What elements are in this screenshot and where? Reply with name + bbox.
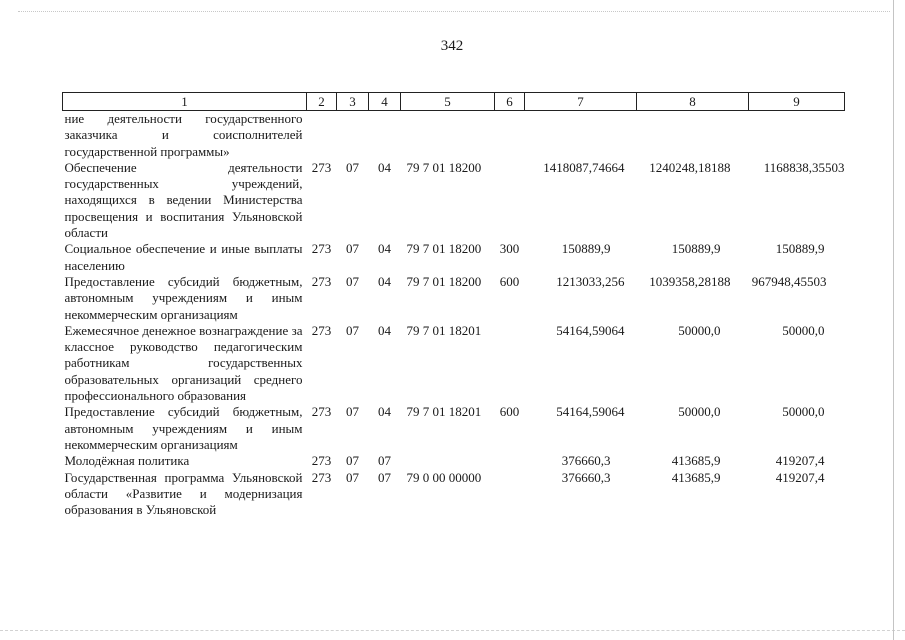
table-row [63, 404, 845, 453]
row-ministry-code: 273 [311, 404, 332, 420]
row-subsection-code [369, 111, 401, 160]
row-amount-col8: 413685,9 [671, 453, 721, 469]
row-amount-col8: 1240248,18188 [649, 159, 731, 175]
row-name: Социальное обеспечение и иные выплаты населению [64, 241, 303, 273]
header-col-2: 2 [307, 93, 337, 111]
row-name: Обеспечение деятельности государственных учреждений, находящихся в ведении Министерства просвещения и воспитания Ульяновской области [64, 159, 303, 241]
header-col-8: 8 [637, 93, 749, 111]
row-expense-type [495, 323, 525, 404]
row-amount-col8: 150889,9 [671, 241, 721, 257]
row-amount-col8: 413685,9 [671, 469, 721, 485]
row-target-code: 79 7 01 18200 [406, 273, 482, 289]
row-subsection-code: 07 [378, 453, 391, 469]
header-col-7: 7 [525, 93, 637, 111]
row-amount-col9: 1168838,35503 [763, 159, 845, 175]
row-target-code: 79 7 01 18200 [406, 159, 482, 175]
row-expense-type [495, 453, 525, 469]
row-expense-type: 600 [499, 273, 520, 289]
row-amount-col9: 967948,45503 [751, 273, 827, 289]
row-amount-col7: 1418087,74664 [543, 159, 625, 175]
row-target-code: 79 7 01 18201 [406, 322, 482, 338]
header-col-3: 3 [337, 93, 369, 111]
row-subsection-code: 04 [378, 241, 391, 257]
row-amount-col8: 50000,0 [678, 322, 721, 338]
row-expense-type: 300 [499, 241, 520, 257]
header-col-1: 1 [63, 93, 307, 111]
table-row [63, 453, 845, 469]
row-name: Молодёжная политика [64, 453, 190, 469]
table-row [63, 274, 845, 323]
row-name: Государственная программа Ульяновской области «Развитие и модернизация образования в Ульяновской [64, 469, 303, 518]
row-name: Предоставление субсидий бюджетным, автономным учреждениям и иным некоммерческим организациям [64, 404, 303, 452]
row-ministry-code [307, 111, 337, 160]
budget-table [62, 92, 845, 518]
table-row [63, 160, 845, 241]
row-amount-col8 [637, 111, 749, 160]
row-ministry-code: 273 [311, 159, 332, 175]
header-col-9: 9 [749, 93, 845, 111]
row-amount-col9: 419207,4 [775, 453, 825, 469]
page-number: 342 [440, 38, 464, 54]
table-row [63, 323, 845, 404]
row-section-code: 07 [346, 273, 359, 289]
row-amount-col9: 419207,4 [775, 469, 825, 485]
row-ministry-code: 273 [311, 273, 332, 289]
row-section-code: 07 [346, 469, 359, 485]
row-amount-col8: 1039358,28188 [649, 273, 731, 289]
scan-edge-top [18, 11, 890, 12]
row-name: ние деятельности государственного заказчика и соисполнителей государственной программы» [64, 111, 303, 159]
row-subsection-code: 04 [378, 159, 391, 175]
row-section-code: 07 [346, 404, 359, 420]
header-col-4: 4 [369, 93, 401, 111]
row-ministry-code: 273 [311, 453, 332, 469]
row-amount-col7: 376660,3 [561, 453, 611, 469]
row-target-code: 79 7 01 18200 [406, 241, 482, 257]
header-col-6: 6 [495, 93, 525, 111]
table-header-row [63, 93, 845, 111]
row-target-code [401, 453, 495, 469]
row-amount-col9: 150889,9 [775, 241, 825, 257]
scan-edge-bottom [0, 630, 905, 631]
row-section-code: 07 [346, 453, 359, 469]
scan-edge-right [893, 0, 894, 640]
row-target-code: 79 0 00 00000 [406, 469, 482, 485]
row-expense-type [495, 470, 525, 519]
row-amount-col9: 50000,0 [782, 404, 825, 420]
row-section-code: 07 [346, 241, 359, 257]
row-target-code [401, 111, 495, 160]
header-col-5: 5 [401, 93, 495, 111]
row-name: Ежемесячное денежное вознаграждение за классное руководство педагогическим работникам государственных образовательных организаций среднего профессионального образования [64, 322, 303, 404]
table-row [63, 470, 845, 519]
row-section-code: 07 [346, 159, 359, 175]
table-row [63, 241, 845, 274]
row-ministry-code: 273 [311, 322, 332, 338]
row-ministry-code: 273 [311, 241, 332, 257]
row-amount-col7: 150889,9 [561, 241, 611, 257]
row-name: Предоставление субсидий бюджетным, автономным учреждениям и иным некоммерческим организациям [64, 273, 303, 322]
row-amount-col7 [525, 111, 637, 160]
row-amount-col9 [749, 111, 845, 160]
row-amount-col7: 54164,59064 [556, 404, 625, 420]
row-subsection-code: 04 [378, 273, 391, 289]
row-expense-type [495, 111, 525, 160]
row-target-code: 79 7 01 18201 [406, 404, 482, 420]
table-row [63, 111, 845, 160]
row-amount-col9: 50000,0 [782, 322, 825, 338]
row-amount-col7: 1213033,256 [556, 273, 625, 289]
row-amount-col7: 376660,3 [561, 469, 611, 485]
row-subsection-code: 04 [378, 404, 391, 420]
row-expense-type: 600 [499, 404, 520, 420]
row-expense-type [495, 160, 525, 241]
row-section-code [337, 111, 369, 160]
row-ministry-code: 273 [311, 469, 332, 485]
row-amount-col8: 50000,0 [678, 404, 721, 420]
row-section-code: 07 [346, 322, 359, 338]
row-subsection-code: 07 [378, 469, 391, 485]
row-subsection-code: 04 [378, 322, 391, 338]
row-amount-col7: 54164,59064 [556, 322, 625, 338]
